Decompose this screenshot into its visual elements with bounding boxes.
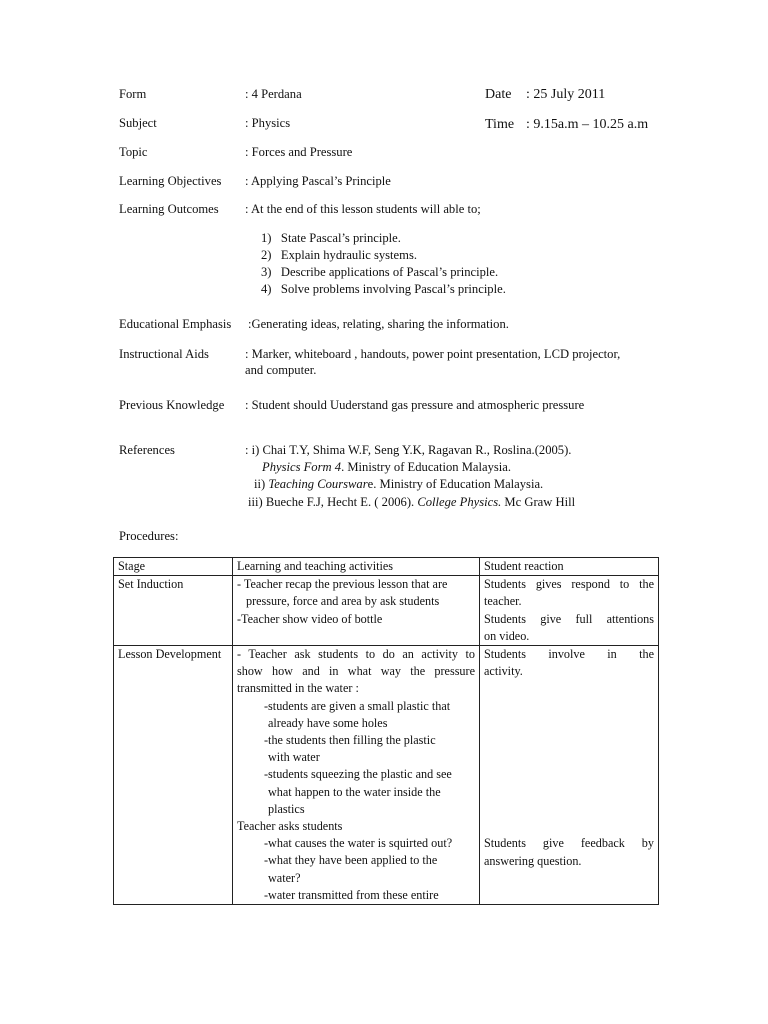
activity-step: -students squeezing the plastic and see [264, 767, 452, 782]
previous-knowledge-label: Previous Knowledge [119, 398, 225, 412]
time-value: : 9.15a.m – 10.25 a.m [526, 117, 649, 132]
reference-2-prefix: ii) [254, 477, 269, 491]
reaction-line: teacher. [484, 594, 522, 609]
reference-3-rest: Mc Graw Hill [501, 495, 576, 509]
learning-objectives-label: Learning Objectives [119, 174, 222, 188]
reference-2-title: Teaching Courswar [268, 477, 368, 491]
table-row-set-induction [114, 576, 659, 646]
header-stage: Stage [114, 558, 233, 576]
reaction-line: Students give full attentions [484, 611, 654, 626]
header-activities: Learning and teaching activities [233, 558, 480, 576]
procedures-label: Procedures: [119, 529, 179, 543]
educational-emphasis-label: Educational Emphasis [119, 317, 232, 331]
activity-step: already have some holes [268, 715, 388, 730]
question-line: -water transmitted from these entire [264, 887, 439, 902]
activity-line: pressure, force and area by ask students [246, 594, 440, 609]
procedures-table [113, 557, 659, 905]
previous-knowledge-value: : Student should Uuderstand gas pressure and atmospheric pressure [245, 398, 585, 412]
reference-1-rest: . Ministry of Education Malaysia. [341, 460, 512, 474]
activity-step: -students are given a small plastic that [264, 698, 451, 713]
reference-2-rest: e. Ministry of Education Malaysia. [367, 477, 544, 491]
outcome-item-3: 3) Describe applications of Pascal’s principle. [261, 265, 499, 279]
instructional-aids-line2: and computer. [245, 363, 317, 377]
activity-line: show how and in what way the pressure [237, 664, 475, 679]
topic-value: : Forces and Pressure [245, 145, 353, 159]
activity-line: - Teacher ask students to do an activity to [237, 647, 475, 662]
reaction-line: Students gives respond to the [484, 577, 654, 592]
stage-lesson-development: Lesson Development [114, 646, 233, 905]
activity-step: plastics [268, 801, 305, 816]
reaction-line: Students give feedback by [484, 836, 654, 851]
date-value: : 25 July 2011 [526, 87, 606, 102]
reference-3-title: College Physics. [417, 495, 502, 509]
reaction-line: on video. [484, 628, 530, 643]
topic-label: Topic [119, 145, 148, 159]
activities-lesson-development [233, 646, 480, 905]
teacher-asks-line: Teacher asks students [237, 819, 343, 834]
activity-step: what happen to the water inside the [268, 784, 441, 799]
subject-label: Subject [119, 116, 157, 130]
outcome-item-1: 1) State Pascal’s principle. [261, 231, 401, 245]
subject-value: : Physics [245, 116, 291, 130]
form-label: Form [119, 87, 147, 101]
reference-1-line2 [262, 459, 511, 476]
activity-line: transmitted in the water : [237, 681, 359, 696]
table-row-lesson-development [114, 646, 659, 905]
reaction-line: answering question. [484, 853, 582, 868]
outcome-item-2: 2) Explain hydraulic systems. [261, 248, 417, 262]
reference-3 [248, 494, 575, 511]
header-reaction: Student reaction [480, 558, 659, 576]
table-header-row [114, 558, 659, 576]
time-label: Time [485, 117, 515, 132]
reaction-line: Students involve in the [484, 647, 654, 662]
reference-1-title: Physics Form 4 [262, 460, 342, 474]
outcome-item-4: 4) Solve problems involving Pascal’s principle. [261, 282, 506, 296]
instructional-aids-line1: : Marker, whiteboard , handouts, power point presentation, LCD projector, [245, 347, 621, 361]
activity-line: - Teacher recap the previous lesson that are [237, 577, 448, 592]
form-value: : 4 Perdana [245, 87, 302, 101]
reaction-line: activity. [484, 664, 523, 679]
activity-step: -the students then filling the plastic [264, 733, 436, 748]
reference-3-prefix: iii) Bueche F.J, Hecht E. ( 2006). [248, 495, 418, 509]
reference-1-line1: : i) Chai T.Y, Shima W.F, Seng Y.K, Ragavan R., Roslina.(2005). [245, 443, 572, 457]
references-label: References [119, 443, 175, 457]
question-line: -what they have been applied to the [264, 853, 438, 868]
question-line: -what causes the water is squirted out? [264, 836, 453, 851]
activities-set-induction [233, 576, 480, 646]
learning-outcomes-label: Learning Outcomes [119, 202, 219, 216]
educational-emphasis-value: :Generating ideas, relating, sharing the information. [248, 317, 509, 331]
instructional-aids-label: Instructional Aids [119, 347, 209, 361]
question-line: water? [268, 870, 301, 885]
learning-outcomes-value: : At the end of this lesson students will able to; [245, 202, 481, 216]
activity-line: -Teacher show video of bottle [237, 611, 383, 626]
date-label: Date [485, 87, 512, 102]
activity-step: with water [268, 750, 320, 765]
reaction-lesson-development [480, 646, 659, 905]
learning-objectives-value: : Applying Pascal’s Principle [245, 174, 391, 188]
reaction-set-induction [480, 576, 659, 646]
stage-set-induction: Set Induction [114, 576, 233, 646]
reference-2 [254, 476, 543, 493]
